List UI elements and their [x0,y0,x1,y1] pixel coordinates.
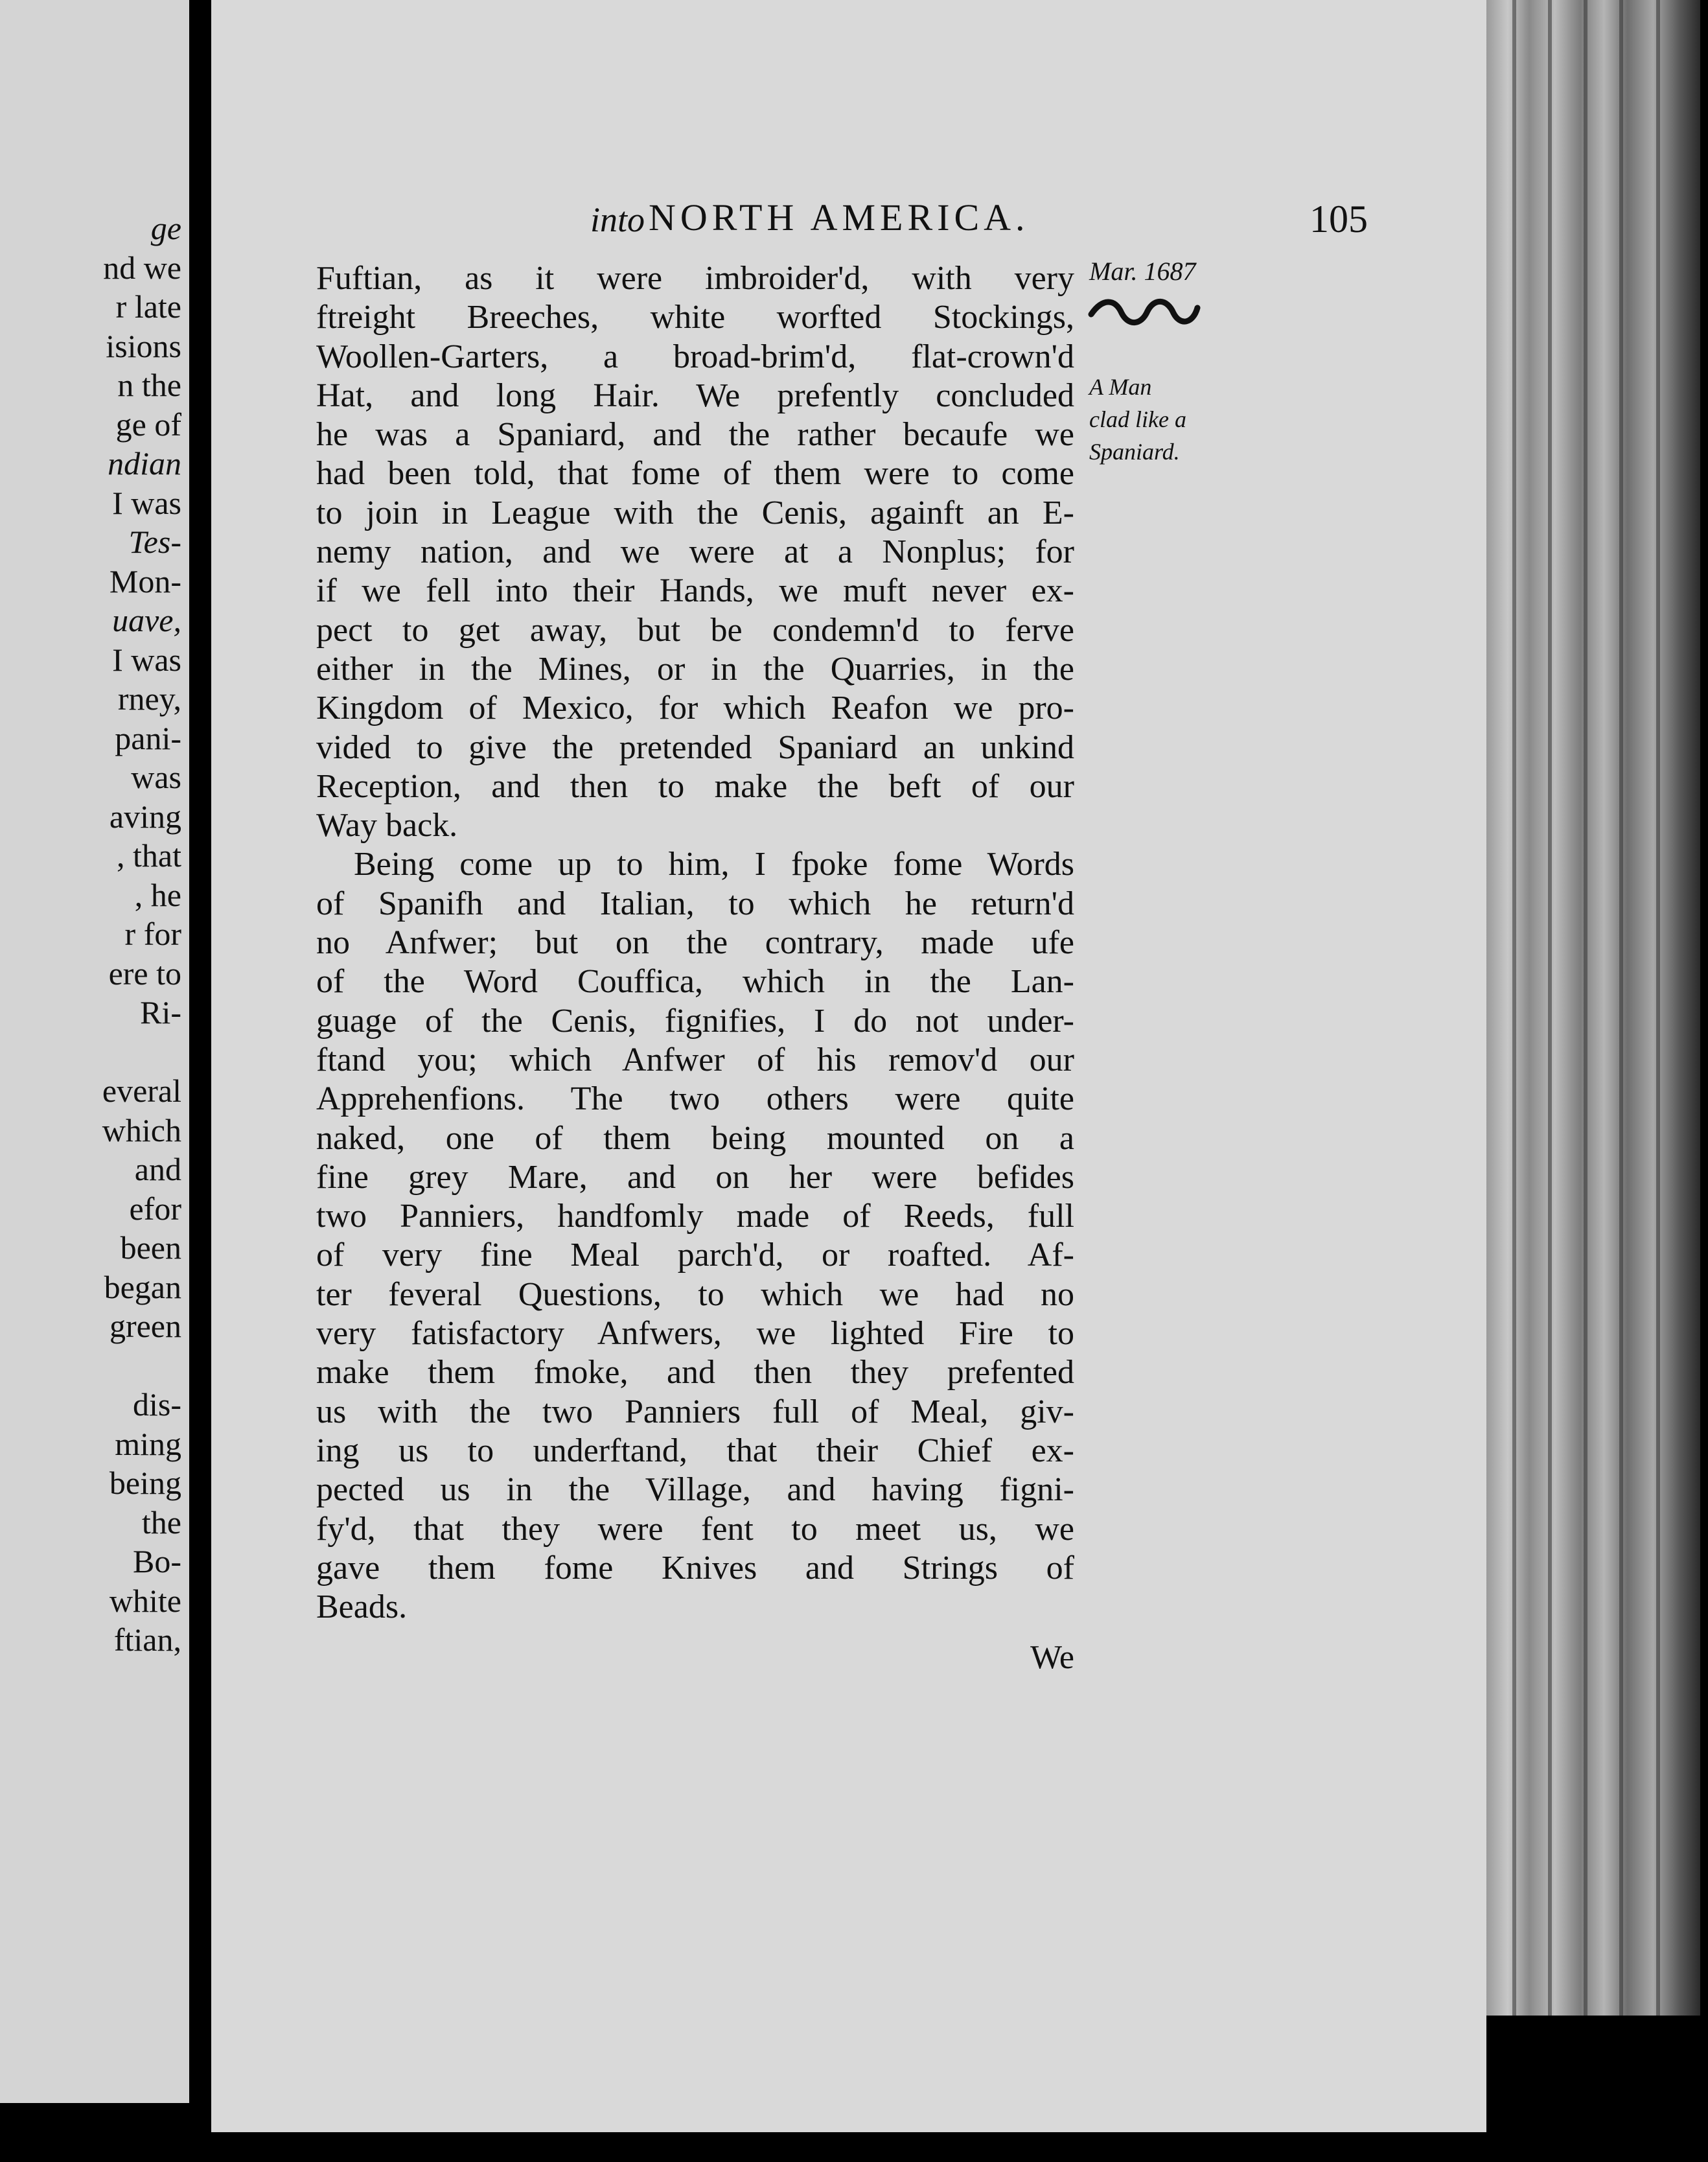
text-line: Kingdom of Mexico, for which Reafon we pro- [316,690,1074,727]
text-line: guage of the Cenis, fignifies, I do not under- [316,1002,1074,1040]
text-line: nemy nation, and we were at a Nonplus; for [316,533,1074,571]
margin-date: Mar. 1687 [1089,257,1196,286]
text-line: ter feveral Questions, to which we had no [316,1275,1074,1313]
text-line: Being come up to him, I fpoke fome Words [354,846,1074,883]
facing-page-fragment [0,0,189,2103]
book-fore-edge [1486,0,1700,2016]
facing-page-line: Bo- [133,1543,181,1579]
sidenote-line: A Man [1089,374,1152,400]
facing-page-line: ge of [115,406,181,443]
margin-sidenote [1089,371,1232,468]
facing-page-line: nd we [103,249,181,286]
text-line: had been told, that fome of them were to come [316,455,1074,493]
facing-page-line: being [109,1465,181,1501]
text-line: pect to get away, but be condemn'd to ferve [316,611,1074,649]
text-line: Beads. [316,1588,408,1626]
text-line: make them fmoke, and then they prefented [316,1354,1074,1391]
text-line: Fuftian, as it were imbroider'd, with very [316,260,1074,297]
text-line: Hat, and long Hair. We prefently concluded [316,377,1074,414]
facing-page-line: Tes- [128,524,181,560]
facing-page-line: rney, [117,680,181,717]
facing-page-line: the [141,1504,181,1540]
text-line: Woollen-Garters, a broad-brim'd, flat-crown'd [316,338,1074,375]
facing-page-line: and [134,1151,181,1187]
text-line: ing us to underftand, that their Chief ex- [316,1432,1074,1469]
facing-page-line: began [104,1268,181,1305]
catchword: We [1030,1639,1074,1677]
facing-page-line: ge [150,210,181,246]
text-line: he was a Spaniard, and the rather becaufe we [316,416,1074,454]
facing-page-line: been [120,1229,181,1266]
facing-page-line: r for [124,916,181,952]
text-line: of the Word Couffica, which in the Lan- [316,963,1074,1001]
facing-page-line: green [109,1308,181,1344]
ornament-flourish [1086,295,1203,327]
facing-page-line: ndian [108,445,181,482]
text-line: fy'd, that they were fent to meet us, we [316,1510,1074,1548]
text-line: pected us in the Village, and having figni- [316,1471,1074,1509]
facing-page-line: isions [106,327,181,364]
facing-page-line: Ri- [140,994,181,1030]
page-number: 105 [1310,198,1368,240]
text-line: of very fine Meal parch'd, or roafted. Af- [316,1237,1074,1274]
text-line: of Spanifh and Italian, to which he return'd [316,885,1074,922]
facing-page-line: dis- [133,1386,181,1423]
facing-page-line: , he [134,876,181,913]
book-gutter [189,0,211,2162]
text-line: fine grey Mare, and on her were befides [316,1158,1074,1196]
facing-page-line: which [102,1111,181,1148]
text-line: to join in League with the Cenis, againft an E- [316,494,1074,531]
facing-page-line: r late [115,288,181,325]
sidenote-line: Spaniard. [1089,439,1180,465]
text-line: ftreight Breeches, white worfted Stockings, [316,299,1074,336]
facing-page-line: ftian, [113,1622,181,1658]
facing-page-line: everal [102,1073,181,1109]
text-line: two Panniers, handfomly made of Reeds, full [316,1198,1074,1235]
header-title: NORTH AMERICA. [649,196,1030,238]
text-line: us with the two Panniers full of Meal, giv- [316,1393,1074,1430]
page-105 [211,0,1486,2132]
text-line: Reception, and then to make the beft of our [316,767,1074,805]
facing-page-line: Mon- [109,563,181,599]
text-line: vided to give the pretended Spaniard an unkind [316,728,1074,766]
facing-page-line: was [131,759,181,795]
header-into: into [590,200,645,239]
text-line: very fatisfactory Anfwers, we lighted Fire to [316,1315,1074,1353]
facing-page-line: I was [112,641,181,678]
text-line: either in the Mines, or in the Quarries, in the [316,650,1074,688]
sidenote-line: clad like a [1089,406,1186,432]
text-line: if we fell into their Hands, we muft never ex- [316,572,1074,610]
facing-page-line: pani- [115,719,181,756]
facing-page-line: I was [112,484,181,521]
body-text [316,259,1074,1678]
text-line: gave them fome Knives and Strings of [316,1549,1074,1587]
facing-page-line: aving [109,798,181,835]
facing-page-line: ere to [108,955,181,992]
facing-page-line: uave, [112,602,181,638]
facing-page-line: ming [115,1425,181,1462]
facing-page-line: white [109,1582,181,1619]
running-header [386,196,1416,248]
text-line: ftand you; which Anfwer of his remov'd our [316,1041,1074,1078]
text-line: no Anfwer; but on the contrary, made ufe [316,924,1074,962]
text-line: Apprehenfions. The two others were quite [316,1080,1074,1118]
text-line: Way back. [316,807,458,844]
facing-page-line: efor [129,1190,181,1227]
facing-page-line: , that [117,837,181,874]
facing-page-line: n the [117,367,181,403]
text-line: naked, one of them being mounted on a [316,1119,1074,1157]
